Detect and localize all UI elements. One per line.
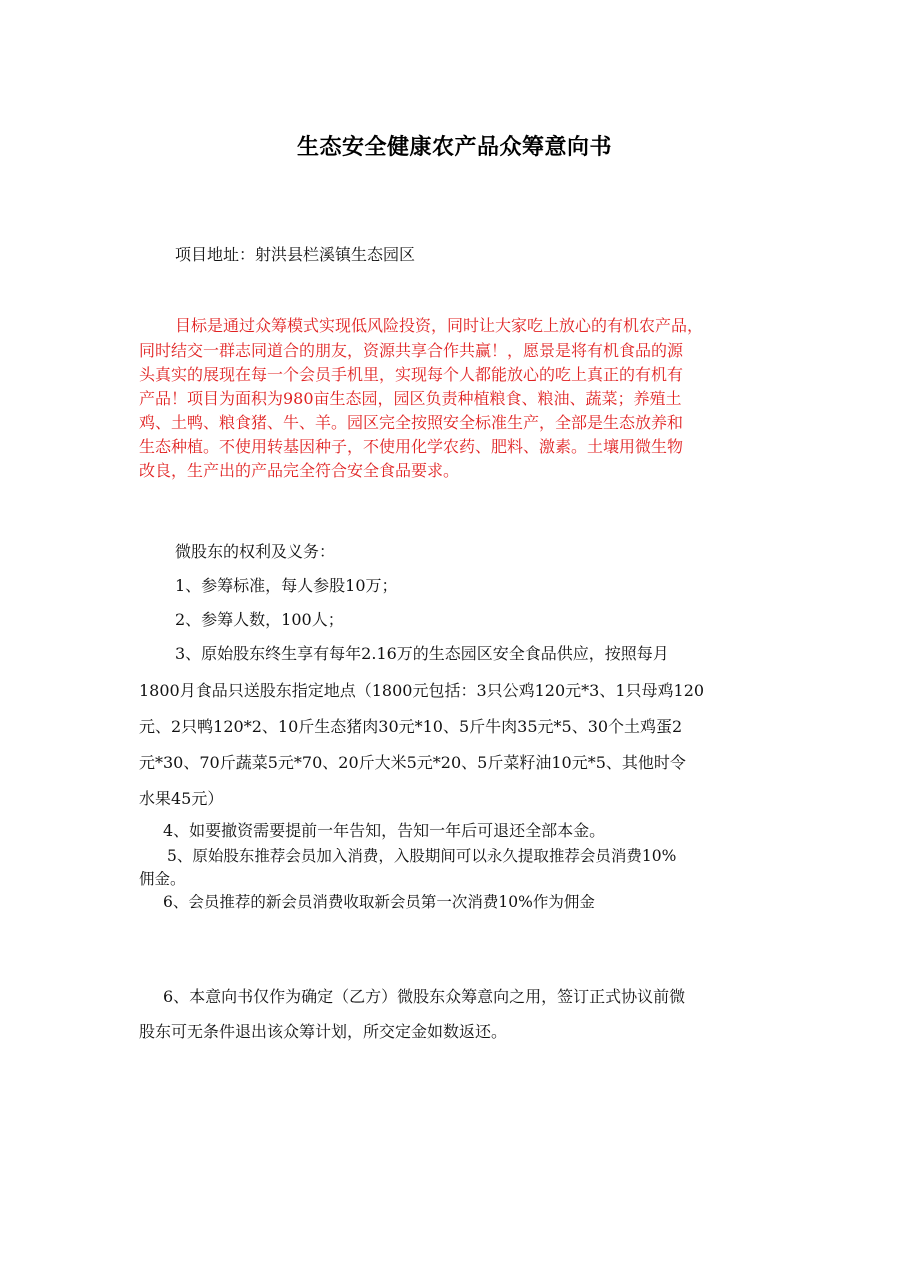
- item-line: 1800月食品只送股东指定地点（1800元包括：3只公鸡120元*3、1只母鸡120: [139, 681, 705, 700]
- item-line: 5、原始股东推荐会员加入消费，入股期间可以永久提取推荐会员消费10%: [167, 847, 677, 865]
- project-address: 项目地址：射洪县栏溪镇生态园区: [175, 245, 416, 264]
- list-item: 2、参筹人数，100人；: [175, 610, 344, 629]
- list-item: 6、会员推荐的新会员消费收取新会员第一次消费10%作为佣金: [163, 893, 595, 911]
- item-line: 佣金。: [139, 870, 186, 888]
- rights-heading: 微股东的权利及义务：: [175, 542, 336, 561]
- item-line: 股东可无条件退出该众筹计划，所交定金如数返还。: [139, 1022, 508, 1041]
- goal-line: 改良，生产出的产品完全符合安全食品要求。: [139, 461, 460, 480]
- item-line: 元、2只鸭120*2、10斤生态猪肉30元*10、5斤牛肉35元*5、30个土鸡蛋2: [139, 717, 683, 736]
- goal-line: 鸡、土鸭、粮食猪、牛、羊。园区完全按照安全标准生产，全部是生态放养和: [139, 413, 684, 432]
- goal-line: 头真实的展现在每一个会员手机里，实现每个人都能放心的吃上真正的有机有: [139, 365, 684, 384]
- item-line: 6、本意向书仅作为确定（乙方）微股东众筹意向之用，签订正式协议前微: [163, 987, 686, 1006]
- goal-line: 产品！项目为面积为980亩生态园，园区负责种植粮食、粮油、蔬菜；养殖土: [139, 389, 682, 408]
- list-item: 4、如要撤资需要提前一年告知，告知一年后可退还全部本金。: [163, 821, 606, 840]
- goal-line: 目标是通过众筹模式实现低风险投资，同时让大家吃上放心的有机农产品，: [175, 316, 704, 335]
- goal-line: 同时结交一群志同道合的朋友，资源共享合作共赢！，愿景是将有机食品的源: [139, 341, 684, 360]
- item-line: 水果45元）: [139, 789, 224, 808]
- goal-line: 生态种植。不使用转基因种子，不使用化学农药、肥料、激素。土壤用微生物: [139, 437, 684, 456]
- item-line: 元*30、70斤蔬菜5元*70、20斤大米5元*20、5斤菜籽油10元*5、其他时令: [139, 753, 686, 772]
- item-line: 3、原始股东终生享有每年2.16万的生态园区安全食品供应，按照每月: [175, 644, 669, 663]
- document-title: 生态安全健康农产品众筹意向书: [296, 134, 612, 160]
- list-item: 1、参筹标准，每人参股10万；: [175, 576, 398, 595]
